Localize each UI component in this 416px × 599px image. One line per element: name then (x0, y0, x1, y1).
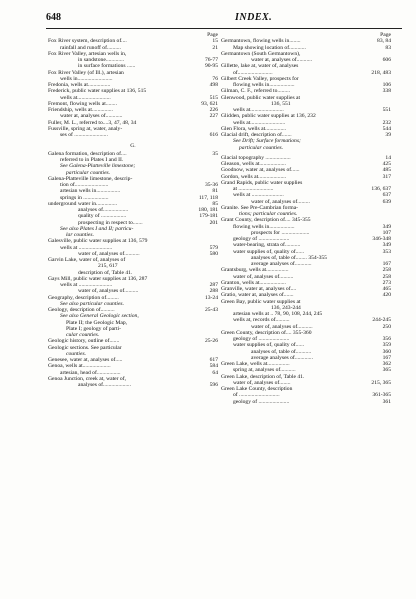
index-entry-text: Frederick, public water supplies at 136, 515 (48, 88, 147, 95)
index-entry-page: 617 (209, 357, 218, 363)
index-entry-page: 515 (209, 94, 218, 101)
index-entry-page: 361-365 (372, 392, 391, 399)
index-entry-text: Friendship, wells at............... (48, 107, 113, 113)
index-entry-text: of ............................. (233, 392, 280, 399)
index-entry-text: wells at........................ (60, 94, 111, 101)
index-entry-text: water supplies of, quality of...... (233, 248, 304, 255)
index-entry-page: 606 (382, 57, 391, 63)
index-entry-page: 353 (382, 248, 391, 255)
index-entry-text: cular counties. (66, 332, 100, 338)
index-entry-text: Green Bay, public water supplies at (221, 298, 301, 305)
index-entry-text: Glacial drift, description of....... (221, 132, 292, 138)
index-entry-page: 35-36 (204, 182, 218, 188)
index-entry-text: Geologic history, outline of....... (48, 338, 120, 345)
page-column-label: Page (207, 32, 218, 38)
index-entry-text: at ......................... (233, 186, 274, 192)
index-entry-page: 584 (209, 363, 218, 370)
index-entry-text: See also General Geologic section, (60, 313, 139, 320)
index-entry-page: 117, 118 (198, 194, 218, 201)
index-entry-text: Galesville, public water supplies at 136, 579 (48, 238, 148, 245)
index-entry-page: 218, 483 (371, 69, 391, 76)
index-entry-text: water of, analyses of.......... (233, 273, 294, 280)
index-entry-page: 180, 181 (198, 207, 218, 213)
index-entry-text: spring at, analyses of........... (233, 367, 296, 374)
index-entry-text: artesian wells at .. 78, 90, 108, 244, 245 (233, 311, 323, 317)
index-entry-page: 83 (385, 44, 391, 51)
index-entry-text: analyses of.................. (78, 207, 129, 213)
index-entry-text: water of, analyses of........... (251, 323, 313, 330)
index-entry-page: 616 (209, 132, 218, 138)
index-column-right (221, 32, 391, 405)
index-entry-text: flowing wells in.................. (233, 82, 295, 88)
index-entry-text: Germantown (South Germantown), (221, 50, 301, 57)
index-entry-text: Gays Mill, public water supplies at 136, 287 (48, 275, 148, 282)
index-entry-text: Galena formation, description of.... (48, 150, 127, 157)
index-entry-text: See also Plates I and II; particu- (60, 225, 134, 232)
index-entry-page: 83, 84 (377, 38, 391, 45)
index-entry-text: artesian, head of................. (60, 369, 121, 376)
index-entry-page: 13-24 (204, 294, 218, 301)
index-entry-text: Gilman, C. F., referred to......... (221, 88, 290, 95)
index-entry-page: 579 (209, 244, 218, 251)
header-rule (46, 28, 402, 29)
index-entry-text: springs in .................. (60, 194, 109, 201)
index-entry-page: 359 (382, 342, 391, 349)
page-column-label: Page (380, 32, 391, 38)
index-entry-text: Gleason, wells at................... (221, 161, 286, 167)
index-entry-text: wells at ........................ (60, 244, 113, 251)
index-entry-text: Geologic sections. See particular (48, 344, 122, 351)
index-entry-text: Green Lake County, description (221, 386, 293, 392)
index-entry-text: Map showing location of............ (233, 44, 306, 51)
index-entry-page: 76-77 (204, 57, 218, 63)
index-entry-text: Glenwood, public water supplies at (221, 94, 301, 101)
index-entry-text: of......................... (233, 69, 273, 76)
index-entry-text: quality of .................. (78, 213, 127, 220)
index-entry-text: referred to in Plates I and II. (60, 157, 124, 163)
index-entry-page: 637 (382, 192, 391, 199)
index-entry-page: 258 (382, 267, 391, 274)
index-entry-text: See Galena-Platteville limestone; (60, 163, 136, 170)
index-entry-page: 167 (382, 261, 391, 267)
index-entry-page: 273 (382, 279, 391, 286)
index-entry-page: 179-181 (199, 213, 218, 220)
index-entry-text: water at, analyses of............ (60, 113, 123, 120)
index-entry-page: 25-26 (204, 338, 218, 345)
index-entry-page: 81 (212, 188, 218, 195)
index-entry-page: 201 (209, 219, 218, 226)
index-entry-text: Gratio, water at, analyses of....... (221, 292, 294, 299)
index-entry-text: Glidden, public water supplies at 136, 232 (221, 113, 316, 120)
index-entry-page: 596 (209, 382, 218, 388)
index-entry-page: 544 (382, 125, 391, 132)
index-entry-text: water of, analyses of........... (78, 250, 140, 257)
index-entry-text: Fredonia, wells at................ (48, 82, 111, 88)
index-entry-text: geology of ...................... (233, 336, 290, 342)
index-entry-text: water at, analyses of........... (251, 57, 313, 63)
index-entry-text: Geology, description of.......... (48, 307, 115, 313)
index-entry-page: 93, 621 (201, 100, 218, 107)
index-entry-text: Geography, description of......... (48, 294, 119, 301)
index-entry-page: 551 (382, 107, 391, 113)
index-entry (48, 382, 218, 388)
index-entry-text: G. (130, 143, 136, 150)
index-entry-text: wells at, records of.......... (233, 317, 290, 324)
index-entry-text: in surface formations ...... (78, 63, 136, 70)
index-entry-page: 498 (209, 82, 218, 88)
index-entry-page: 365 (382, 367, 391, 374)
index-entry-page: 106 (382, 82, 391, 88)
index-entry-text: wells at......................... (233, 119, 286, 126)
index-entry-text: Fuller, M. L., referred to....3, 47, 48, 34 (48, 119, 137, 126)
index-entry-text: Green Lake, wells at................ (221, 361, 290, 367)
index-entry-text: analyses of.................... (78, 382, 131, 388)
index-entry-page: 64 (212, 369, 218, 376)
index-entry (48, 138, 218, 151)
index-entry-text: analyses of, table of........... (251, 348, 312, 355)
index-entry-text: analyses of, table of........ 354-355 (251, 254, 327, 261)
index-entry-text: Fox River system, description of.... (48, 38, 127, 45)
index-entry-text: Granite. See Pre-Cambrian forma- (221, 204, 299, 211)
index-entry-text: See also particular counties. (60, 300, 125, 307)
index-entry-text: wells at........................ (233, 107, 284, 113)
index-entry-text: Plate II; the Geologic Map, (66, 319, 128, 326)
index-entry-page: 15 (212, 38, 218, 45)
index-entry-page: 107 (382, 229, 391, 236)
index-entry-text: 215, 617 (98, 263, 118, 270)
index-entry-page: 215, 365 (371, 379, 391, 386)
index-entry (221, 399, 391, 405)
index-entry-text: geology of ...................... (233, 398, 290, 405)
index-entry-text: 136, 551 (271, 100, 291, 107)
index-entry-page: 90-95 (204, 63, 218, 70)
index-entry-text: particular counties. (66, 169, 111, 176)
index-entry-text: average analyses of............ (251, 261, 312, 267)
page-header (46, 12, 402, 24)
index-entry-page: 76 (212, 75, 218, 82)
index-entry-page: 25-43 (204, 307, 218, 313)
index-entry-text: Green County, description of.... 355-360 (221, 329, 312, 336)
index-entry-text: tion of........................ (60, 182, 109, 188)
index-entry-text: lar counties. (66, 232, 94, 238)
index-entry-page: 349 (382, 223, 391, 230)
index-entry-text: Galena-Platteville limestone, descrip- (48, 175, 133, 182)
index-entry-page: 639 (382, 198, 391, 205)
index-entry-text: prospecting in respect to....... (78, 219, 143, 226)
index-entry-text: Fox River Valley, artesian wells in, (48, 50, 127, 57)
index-entry-text: Fussville, spring at, water, analy- (48, 125, 123, 132)
index-entry-page: 250 (382, 323, 391, 330)
index-entry-page: 580 (209, 250, 218, 257)
index-entry-page: 465 (382, 286, 391, 292)
index-entry-text: Garvin Lake, water of, analyses of (48, 257, 126, 263)
index-entry-page: 232 (382, 119, 391, 126)
index-entry-text: water of, analyses of.......... (78, 288, 139, 295)
index-entry-text: Grantsburg, wells at................ (221, 267, 289, 274)
index-entry-page: 485 (382, 167, 391, 174)
index-entry-text: artesian wells in................. (60, 188, 121, 195)
index-entry-text: Gordon, wells at.................... (221, 173, 287, 180)
index-entry-text: geology of ...................... (233, 236, 290, 242)
index-entry-text: rainfall and runoff of.......... (60, 44, 121, 51)
index-entry-text: Glacial topography .................. (221, 154, 291, 161)
index-column-left (48, 32, 218, 388)
index-entry-text: Grand Rapids, public water supplies (221, 179, 303, 186)
index-entry-text: average analyses of............. (251, 354, 313, 361)
index-entry-page: 356 (382, 336, 391, 342)
running-title: INDEX. (235, 12, 273, 23)
index-entry-page: 346-348 (372, 236, 391, 242)
page-number: 648 (46, 12, 61, 23)
index-entry-page: 338 (382, 88, 391, 95)
index-entry-text: Granville, water at, analyses of.... (221, 286, 297, 292)
index-entry-page: 14 (385, 154, 391, 161)
index-entry-page: 361 (382, 398, 391, 405)
index-entry-page: 226 (209, 107, 218, 113)
index-entry-text: Glen Flora, wells at............... (221, 125, 287, 132)
index-entry-text: prospects for .................... (251, 229, 310, 236)
index-entry-page: 360 (382, 348, 391, 355)
index-entry-text: 136, 243-244 (271, 304, 301, 311)
index-entry-text: wells at ........................ (60, 282, 113, 288)
index-entry-text: particular counties. (239, 144, 284, 151)
index-entry-page: 287 (209, 282, 218, 288)
index-entry-text: Genoa Junction, creek at, water of, (48, 375, 126, 382)
index-entry-text: Fox River Valley (of Ill.), artesian (48, 69, 124, 76)
index-entry-page: 317 (382, 173, 391, 180)
index-entry-text: See Drift; Surface formations; (233, 138, 301, 145)
index-entry-page: 21 (212, 44, 218, 51)
index-entry-page: 227 (209, 113, 218, 120)
index-entry-text: tions; particular counties. (239, 211, 298, 217)
index-entry-text: Gilbert Creek Valley, prospects for (221, 75, 299, 82)
index-entry-page: 362 (382, 361, 391, 367)
index-entry-text: Grant County, description of.... 345-355 (221, 217, 311, 224)
index-entry-text: water of, analyses of........ (233, 379, 291, 386)
index-entry-text: underground water in............... (48, 200, 118, 207)
index-entry-text: Goodnow, water at, analyses of...... (221, 167, 300, 174)
index-entry-page: 258 (382, 273, 391, 280)
index-entry-text: Fremont, flowing wells at........ (48, 100, 117, 107)
index-entry-page: 288 (209, 288, 218, 295)
index-entry-page: 85 (212, 200, 218, 207)
index-entry-text: Genoa, wells at.................... (48, 363, 111, 370)
index-entry-page: 136, 637 (371, 186, 391, 192)
index-entry-text: flowing wells in.................. (233, 223, 295, 230)
index-entry-page: 349 (382, 242, 391, 249)
index-entry-text: Germantown, flowing wells in........ (221, 38, 301, 45)
index-entry-text: water of, analyses of......... (251, 198, 310, 205)
index-entry-page: 35 (212, 150, 218, 157)
index-entry-text: wells in......................... (60, 75, 113, 82)
index-entry-text: water-bearing, strata of........... (233, 242, 301, 249)
index-entry-page: 167 (382, 354, 391, 361)
index-entry-text: description of, Table 41. (78, 269, 133, 276)
index-entry-page: 420 (382, 292, 391, 299)
index-entry-page: 39 (385, 132, 391, 138)
index-entry-page: 244-245 (372, 317, 391, 324)
index-entry-text: wells at ....................... (233, 192, 284, 199)
index-entry-text: water supplies of, quality of...... (233, 342, 304, 349)
index-entry-page: 425 (382, 161, 391, 167)
index-entry-text: Genesee, water at, analyses of..... (48, 357, 123, 363)
index-entry-text: Green Lake, description of, Table 41. (221, 373, 305, 380)
index-entry-text: Granton, wells at................... (221, 279, 286, 286)
index-entry-text: Gillette, lake at, water of, analyses (221, 63, 299, 70)
index-entry-text: Plate I; geology of parti- (66, 325, 121, 332)
index-entry-text: counties. (66, 350, 87, 357)
index-entry-text: in sandstone............. (78, 57, 124, 63)
index-entry-text: ses of ........................ (60, 132, 108, 138)
